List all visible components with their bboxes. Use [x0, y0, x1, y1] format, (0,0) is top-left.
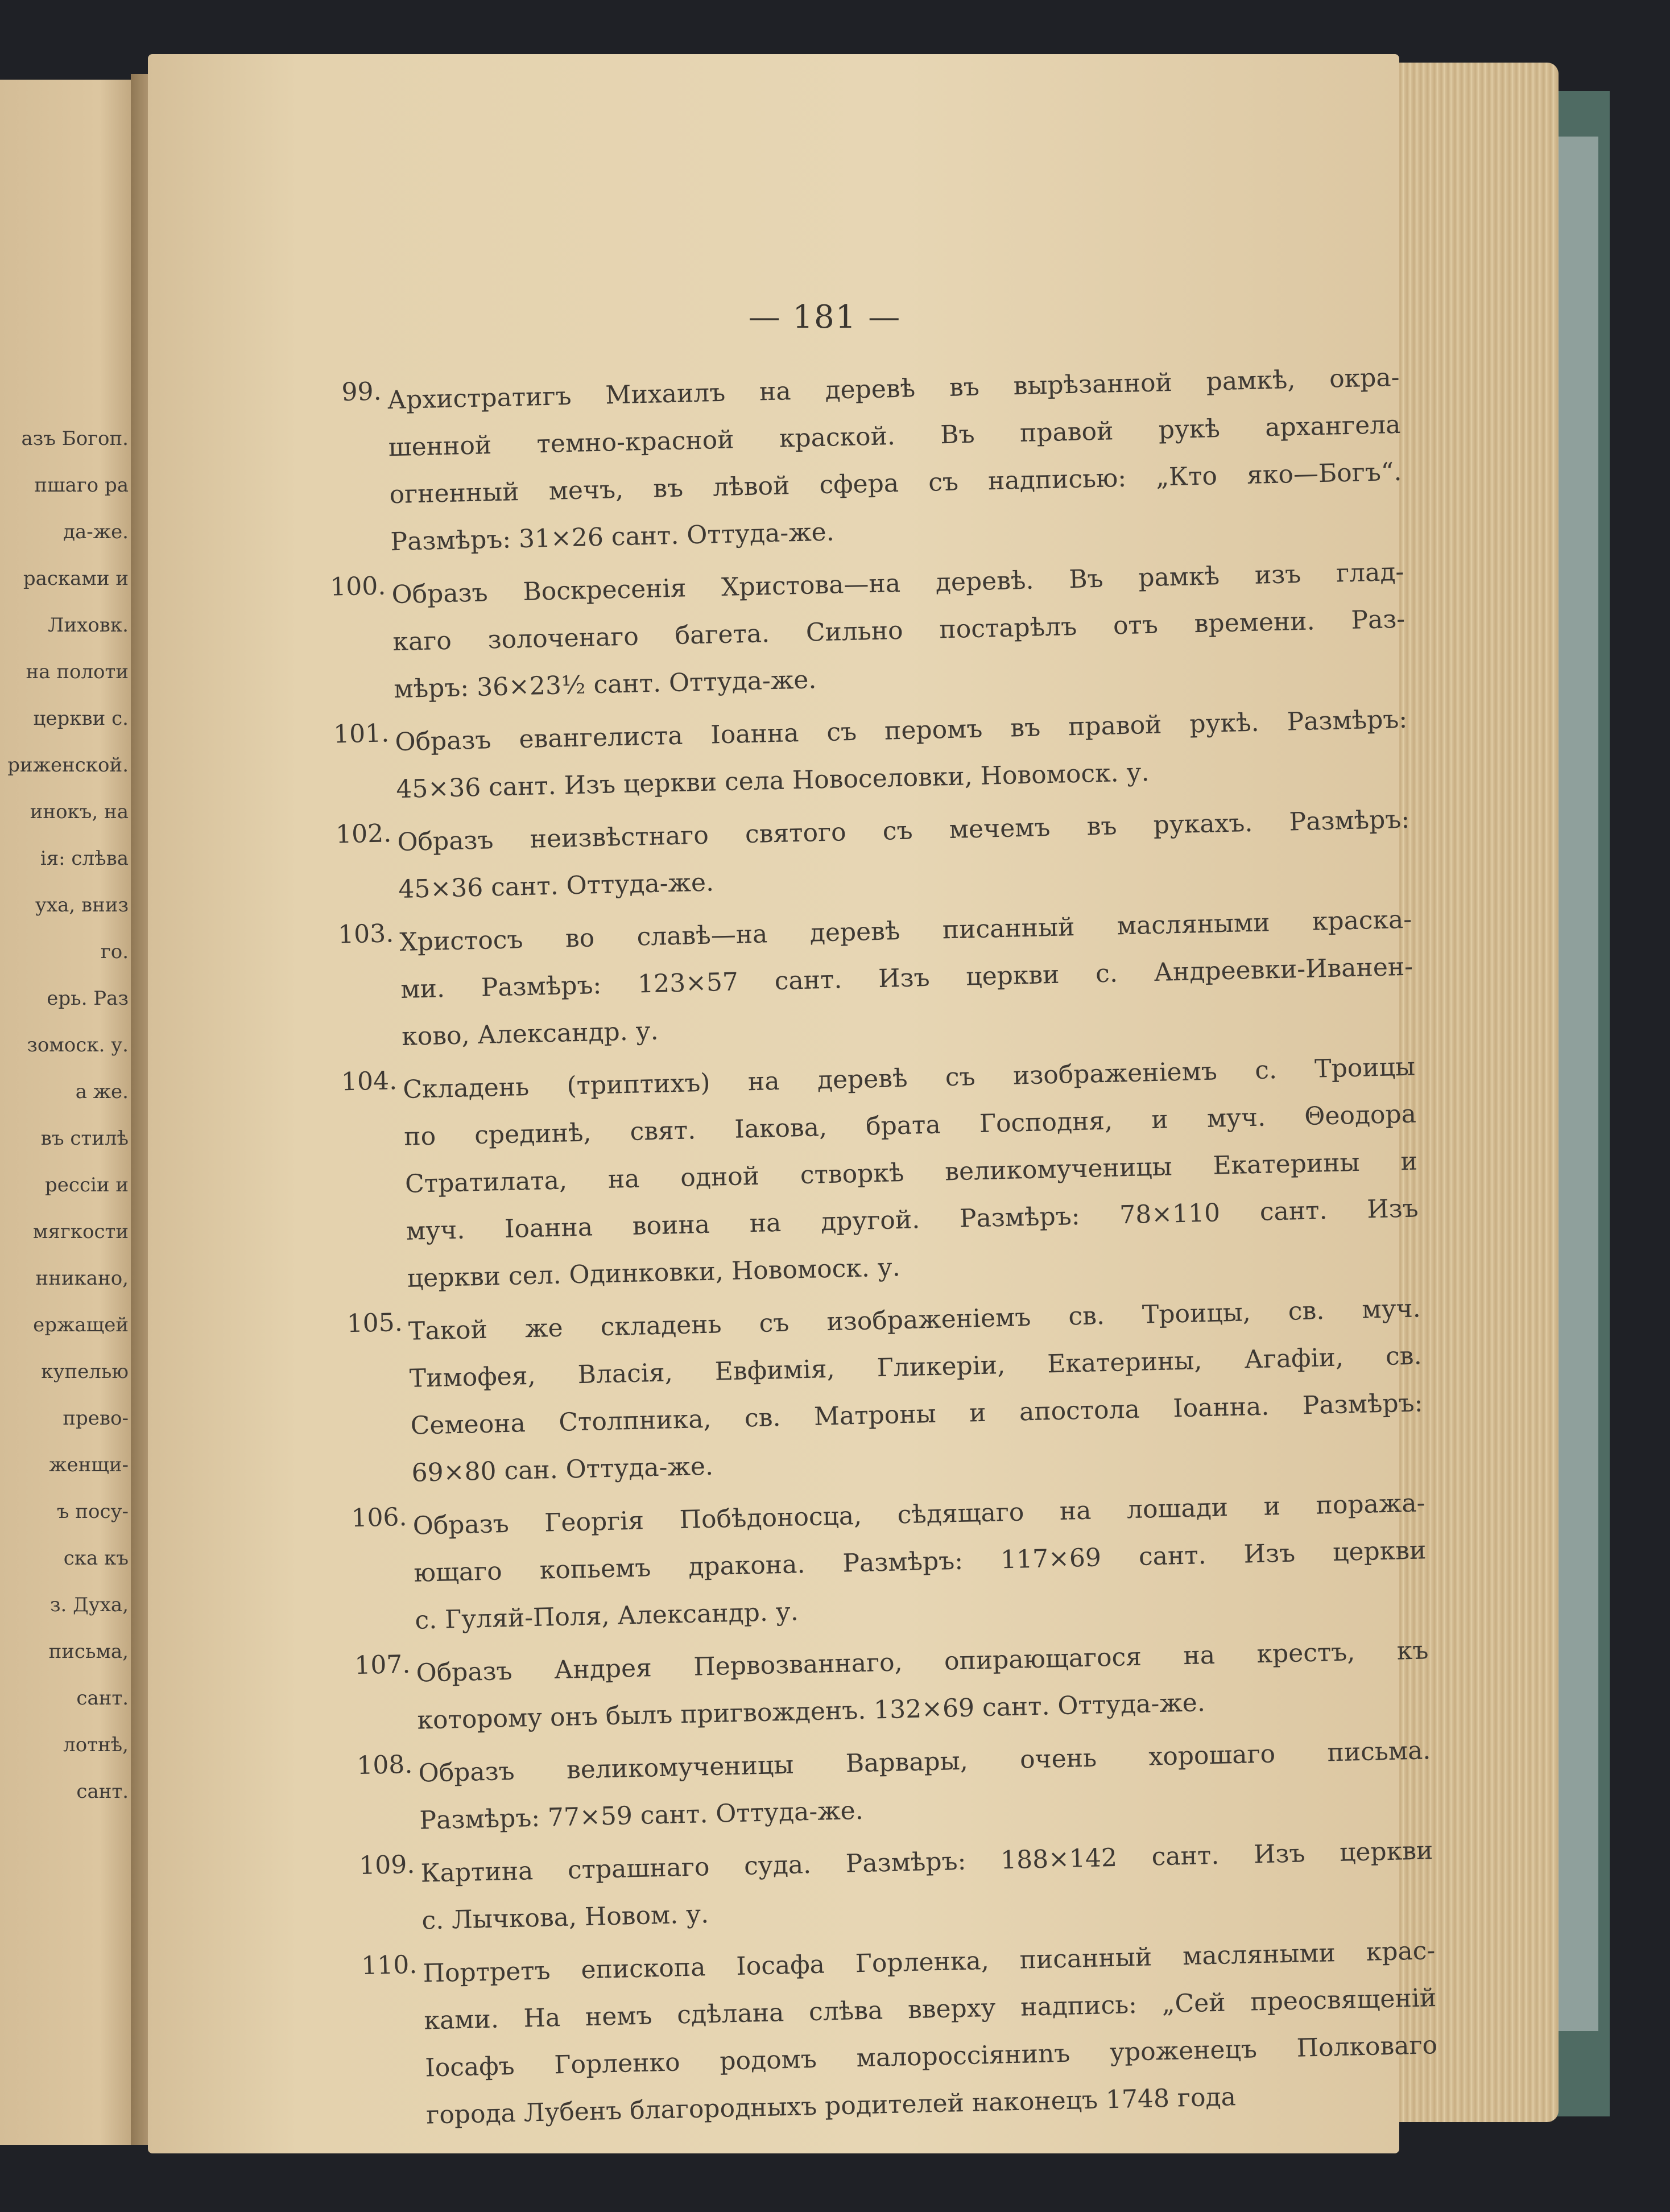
catalog-entry	[326, 696, 1409, 815]
left-page-fragment: a же.	[75, 1080, 129, 1103]
left-page-fragment: да-же.	[63, 521, 129, 543]
entry-number: 110.	[361, 1950, 418, 1981]
entry-text-line: Такой же складень съ изображеніемъ св. Троицы, св. муч.	[408, 1294, 1421, 1346]
left-page-fragment: ъ посу-	[56, 1500, 129, 1523]
catalog-entry	[334, 1043, 1420, 1304]
entry-text-line: ющаго копьемъ дракона. Размѣръ: 117×69 сант. Изъ церкви	[414, 1536, 1427, 1588]
left-page-fragment: письма,	[48, 1640, 129, 1663]
catalog-entries	[319, 354, 1439, 2146]
entry-text-line: Картина страшнаго суда. Размѣръ: 188×142 сант. Изъ церкви	[420, 1836, 1433, 1888]
entry-number: 100.	[329, 571, 386, 602]
entry-text-line: Размѣръ: 77×59 сант. Оттуда-же.	[419, 1796, 864, 1835]
left-page-fragment: въ стилѣ	[40, 1127, 129, 1150]
entry-number: 103.	[337, 919, 394, 950]
left-page-fragment: прево-	[63, 1407, 129, 1430]
page-number: — 181 —	[748, 299, 902, 336]
entry-text-line: Іосафъ Горленко родомъ малороссіяниnъ уроженецъ Полковаго	[424, 2031, 1438, 2083]
left-page-fragment: ерь. Раз	[47, 987, 129, 1010]
entry-text-line: 45×36 сант. Оттуда-же.	[398, 868, 714, 905]
entry-text-line: Семеона Столпника, св. Матроны и апостола Іоанна. Размѣръ:	[410, 1388, 1423, 1441]
catalog-entry	[331, 896, 1415, 1062]
entry-number: 108.	[356, 1749, 413, 1781]
left-page-fragment: ержащей	[33, 1314, 129, 1336]
entry-number: 99.	[341, 377, 382, 407]
entry-number: 109.	[358, 1850, 415, 1881]
entry-text-line: ми. Размѣръ: 123×57 сант. Изъ церкви с. Андреевки-Иванен-	[400, 952, 1413, 1004]
entry-text-line: Образъ евангелиста Іоанна съ перомъ въ правой рукѣ. Размѣръ:	[394, 704, 1408, 757]
entry-text-line: Образъ неизвѣстнаго святого съ мечемъ въ рукахъ. Размѣръ:	[396, 804, 1410, 857]
left-page-fragment: зомоск. у.	[27, 1034, 129, 1057]
left-page-fragment: на полоти	[26, 661, 129, 683]
entry-text-line: ками. На немъ сдѣлана слѣва вверху надпись: „Сей преосвященій	[423, 1983, 1437, 2036]
entry-text-line: по срединѣ, свят. Іакова, брата Господня, и муч. Θеодора	[403, 1099, 1417, 1152]
entry-text-line: Христосъ во славѣ—на деревѣ писанный масляными краска-	[399, 905, 1412, 958]
left-page-fragment: ія: слѣва	[40, 847, 129, 870]
catalog-entry	[323, 548, 1407, 715]
entry-text-line: с. Гуляй-Поля, Александр. у.	[414, 1597, 799, 1635]
catalog-entry	[348, 1627, 1430, 1745]
left-page-fragment: азъ Богоп.	[21, 427, 129, 450]
entry-number: 106.	[350, 1502, 408, 1533]
entry-text-line: с. Лычкова, Новом. у.	[421, 1900, 709, 1936]
entry-text-line: Образъ Георгія Побѣдоносца, сѣдящаго на лошади и поража-	[412, 1488, 1425, 1541]
left-page-text	[0, 415, 137, 1815]
entry-text-line: каго золоченаго багета. Сильно постарѣлъ отъ времени. Раз-	[392, 604, 1406, 657]
catalog-entry	[352, 1827, 1435, 1946]
entry-number: 104.	[341, 1066, 398, 1097]
left-page-fragment: церкви с.	[33, 707, 129, 730]
entry-number: 107.	[354, 1649, 411, 1681]
entry-text-line: 69×80 сан. Оттуда-же.	[411, 1451, 714, 1488]
entry-text-line: муч. Іоанна воина на другой. Размѣръ: 78×110 сант. Изъ	[406, 1194, 1419, 1246]
entry-text-line: мѣръ: 36×23½ сант. Оттуда-же.	[393, 665, 817, 704]
entry-text-line: Размѣръ: 31×26 сант. Оттуда-же.	[390, 517, 835, 557]
right-page	[148, 54, 1438, 2153]
entry-text-line: ково, Александр. у.	[401, 1016, 659, 1051]
left-page-fragment: расками и	[23, 567, 129, 590]
entry-text-line: Образъ Воскресенія Христова—на деревѣ. Въ рамкѣ изъ глад-	[391, 557, 1404, 610]
left-page-fragment: купелью	[41, 1360, 129, 1383]
left-page-fragment: сант.	[76, 1780, 129, 1803]
catalog-entry	[340, 1285, 1424, 1498]
entry-text-line: которому онъ былъ пригвожденъ. 132×69 сант. Оттуда-же.	[416, 1688, 1206, 1735]
left-page-fragment: ска къ	[63, 1547, 129, 1570]
entry-text-line: Образъ Андрея Первозваннаго, опирающагося на крестъ, къ	[416, 1636, 1429, 1688]
left-page-fragment: мягкости	[33, 1220, 129, 1243]
entry-text-line: Портретъ епископа Іосафа Горленка, писанный масляными крас-	[423, 1936, 1436, 1988]
left-page-fragment: з. Духа,	[49, 1594, 129, 1616]
entry-text-line: 45×36 сант. Изъ церкви села Новоселовки, Новомоск. у.	[395, 758, 1150, 804]
entry-text-line: города Лубенъ благородныхъ родителей наконецъ 1748 года	[425, 2082, 1237, 2130]
left-page-fragment: Лиховк.	[48, 614, 129, 637]
left-page	[0, 80, 142, 2145]
entry-text-line: шенной темно-красной краской. Въ правой рукѣ архангела	[388, 410, 1401, 463]
entry-number: 102.	[335, 819, 392, 849]
entry-text-line: огненный мечъ, въ лѣвой сфера съ надписью: „Кто яко—Богъ“.	[389, 457, 1402, 510]
left-page-fragment: нникано,	[35, 1267, 129, 1290]
entry-text-line: Архистратигъ Михаилъ на деревѣ въ вырѣзанной рамкѣ, окра-	[387, 362, 1400, 415]
entry-number: 105.	[346, 1308, 403, 1339]
catalog-entry	[329, 796, 1411, 915]
entry-text-line: церкви сел. Одинковки, Новомоск. у.	[407, 1253, 901, 1293]
entry-number: 101.	[333, 719, 390, 749]
entry-text-line: Тимофея, Власія, Евфимія, Гликеріи, Екатерины, Агафіи, св.	[409, 1341, 1423, 1393]
catalog-entry	[344, 1479, 1428, 1645]
entry-text-line: Складень (триптихъ) на деревѣ съ изображеніемъ с. Троицы	[402, 1052, 1416, 1104]
left-page-fragment: лотнѣ,	[63, 1734, 129, 1756]
left-page-fragment: рессіи и	[45, 1174, 129, 1196]
entry-text-line: Стратилата, на одной створкѣ великомученицы Екатерины и	[404, 1146, 1418, 1199]
left-page-fragment: риженской.	[7, 754, 129, 777]
entry-text-line: Образъ великомученицы Варвары, очень хорошаго письма.	[418, 1736, 1431, 1788]
left-page-fragment: уха, вниз	[35, 894, 129, 917]
left-page-fragment: женщи-	[49, 1454, 129, 1476]
catalog-entry	[354, 1927, 1439, 2140]
left-page-fragment: го.	[100, 940, 129, 963]
catalog-entry	[319, 354, 1403, 567]
left-page-fragment: инокъ, на	[30, 800, 129, 823]
catalog-entry	[350, 1727, 1432, 1846]
left-page-fragment: пшаго ра	[34, 474, 129, 497]
left-page-fragment: сант.	[76, 1687, 129, 1710]
